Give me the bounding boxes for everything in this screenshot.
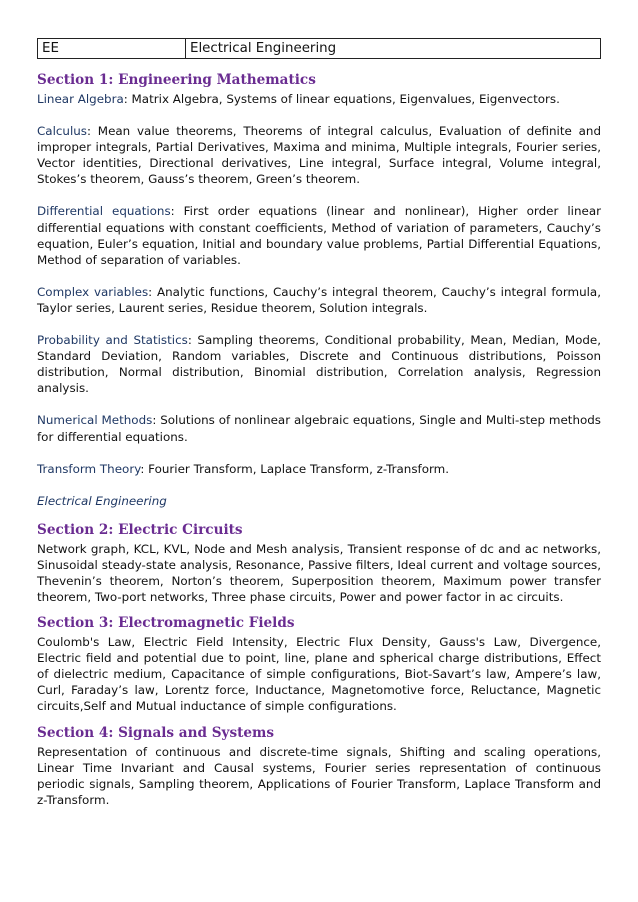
topic-name: Probability and Statistics: [37, 333, 188, 348]
topic-name: Transform Theory: [37, 461, 141, 476]
subject-subheading: Electrical Engineering: [37, 493, 167, 508]
topic-transform-theory: [37, 461, 601, 477]
topic-name: Differential equations: [37, 204, 171, 219]
topic-name: Numerical Methods: [37, 413, 153, 428]
topic-linear-algebra: [37, 91, 601, 107]
topic-numerical-methods: [37, 412, 601, 444]
topic-differential-equations: [37, 203, 601, 267]
topic-text: : Mean value theorems, Theorems of integral calculus, Evaluation of definite and improper integrals, Partial Derivatives, Maxima and minima, Multiple integrals, Fourier series, Vector identities, Directional derivatives, Line integral, Surface integral, Volume integral, Stokes’s theorem, Gauss’s theorem, Green’s theorem.: [37, 124, 601, 187]
topic-text: : Solutions of nonlinear algebraic equations, Single and Multi-step methods for differential equations.: [37, 413, 601, 444]
topic-text: : Matrix Algebra, Systems of linear equations, Eigenvalues, Eigenvectors.: [123, 92, 560, 106]
paper-code: EE: [38, 39, 186, 59]
section3-body: Coulomb's Law, Electric Field Intensity, Electric Flux Density, Gauss's Law, Divergence, Electric field and potential due to point, line, plane and spherical charge distributions, Effect of dielectric medium, Capacitance of simple configurations, Biot-Savart’s law, Ampere’s law, Curl, Faraday’s law, Lorentz force, Inductance, Magnetomotive force, Reluctance, Magnetic circuits,Self and Mutual inductance of simple configurations.: [37, 635, 601, 714]
topic-text: : Analytic functions, Cauchy’s integral theorem, Cauchy’s integral formula, Taylor series, Laurent series, Residue theorem, Solution integrals.: [37, 284, 601, 315]
topic-text: : First order equations (linear and nonlinear), Higher order linear differential equations with constant coefficients, Method of variation of parameters, Cauchy’s equation, Euler’s equation, Initial and boundary value problems, Partial Differential Equations, Method of separation of variables.: [37, 204, 601, 267]
paper-header-table: [37, 38, 601, 59]
syllabus-page: [37, 38, 601, 808]
topic-text: : Sampling theorems, Conditional probability, Mean, Median, Mode, Standard Deviation, Random variables, Discrete and Continuous distributions, Poisson distribution, Normal distribution, Binomial distribution, Correlation analysis, Regression analysis.: [37, 333, 601, 396]
topic-probability-statistics: [37, 332, 601, 396]
section4-title: Section 4: Signals and Systems: [37, 724, 275, 741]
topic-name: Complex variables: [37, 284, 149, 299]
topic-complex-variables: [37, 284, 601, 316]
topic-name: Linear Algebra: [37, 92, 124, 106]
section4-body: Representation of continuous and discrete-time signals, Shifting and scaling operations, Linear Time Invariant and Causal systems, Fourier series representation of continuous periodic signals, Sampling theorem, Applications of Fourier Transform, Laplace Transform and z-Transform.: [37, 744, 601, 807]
topic-name: Calculus: [37, 124, 88, 139]
section1-title: Section 1: Engineering Mathematics: [37, 72, 316, 88]
section2-body: Network graph, KCL, KVL, Node and Mesh analysis, Transient response of dc and ac networks, Sinusoidal steady-state analysis, Resonance, Passive filters, Ideal current and voltage sources, Thevenin’s theorem, Norton’s theorem, Superposition theorem, Maximum power transfer theorem, Two-port networks, Three phase circuits, Power and power factor in ac circuits.: [37, 541, 601, 604]
paper-name: Electrical Engineering: [186, 39, 601, 59]
section2-title: Section 2: Electric Circuits: [37, 521, 243, 538]
section3-title: Section 3: Electromagnetic Fields: [37, 615, 295, 632]
topic-calculus: [37, 123, 601, 187]
topic-text: : Fourier Transform, Laplace Transform, z-Transform.: [140, 461, 450, 476]
